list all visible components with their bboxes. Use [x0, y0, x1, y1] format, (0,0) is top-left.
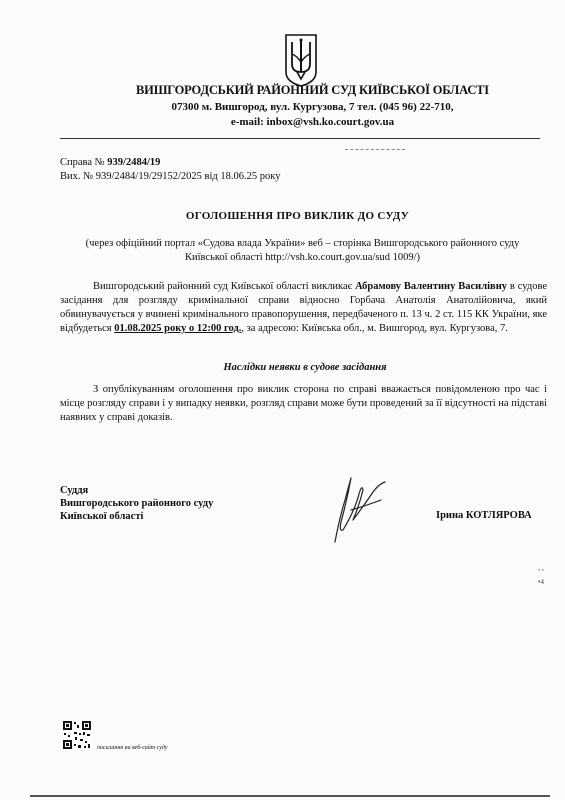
notice-title: ОГОЛОШЕННЯ ПРО ВИКЛИК ДО СУДУ: [185, 210, 410, 222]
notice-subtitle-line2: Київської області http://vsh.ko.court.gov.ua/sud 1009/): [184, 252, 421, 263]
court-name: ВИШГОРОДСЬКИЙ РАЙОННИЙ СУД КИЇВСЬКОЇ ОБЛАСТІ: [136, 83, 489, 97]
outgoing-number: Вих. № 939/2484/19/29152/2025 від 18.06.25 року: [60, 171, 281, 182]
judge-title-line1: Суддя: [60, 485, 89, 496]
case-number: [60, 157, 160, 168]
case-number-value: 939/2484/19: [107, 157, 161, 168]
margin-mark: • •: [538, 568, 544, 574]
qr-caption: посилання на веб-сайт суду: [97, 745, 168, 751]
court-address: 07300 м. Вишгород, вул. Кургузова, 7 тел. (045 96) 22-710,: [171, 101, 454, 113]
handwritten-signature: [315, 470, 390, 545]
qr-code-icon[interactable]: [62, 720, 92, 750]
header-dash-mark: [345, 149, 405, 150]
bottom-edge-line: [30, 795, 550, 797]
notice-body: [60, 280, 547, 336]
notice-body-part3: , за адресою: Київська обл., м. Вишгород, вул. Кургузова, 7.: [241, 323, 508, 334]
hearing-datetime: 01.08.2025 року о 12:00 год.: [114, 323, 242, 334]
trident-emblem-icon: [283, 32, 319, 88]
header-divider: [60, 138, 540, 139]
judge-name: Ірина КОТЛЯРОВА: [436, 510, 532, 521]
consequences-text: З опублікуванням оголошення про виклик сторона по справі вважається повідомленою про час і місце розгляду справи і у випадку неявки, розгляд справи може бути проведений за її відсутності на підставі наявних у справі доказів.: [60, 384, 547, 423]
notice-body-part2: в судове засідання для розгляду кримінальної справи відносно Горбача Анатолія Анатолійовича, який обвинувачується у вчинені кримінального правопорушення, передбаченого п. 13 ч. 2 ст. 115 КК України, яке відбудеться: [60, 281, 547, 334]
case-number-label: Справа №: [60, 157, 105, 168]
court-email: e-mail: inbox@vsh.ko.court.gov.ua: [230, 116, 395, 128]
judge-title-line2: Вишгородського районного суду: [60, 498, 214, 509]
notice-body-part1: Вишгородський районний суд Київської області викликає: [93, 281, 356, 292]
judge-title-line3: Київської області: [60, 511, 144, 522]
notice-subtitle-line1: (через офіційний портал «Судова влада України» веб – сторінка Вишгородського районного суду: [85, 238, 520, 249]
judge-title-block: [60, 484, 213, 523]
page-mark: •4: [538, 578, 544, 586]
consequences-title: Наслідки неявки в судове засідання: [223, 362, 387, 373]
summoned-person: Абрамову Валентину Василівну: [355, 281, 507, 292]
